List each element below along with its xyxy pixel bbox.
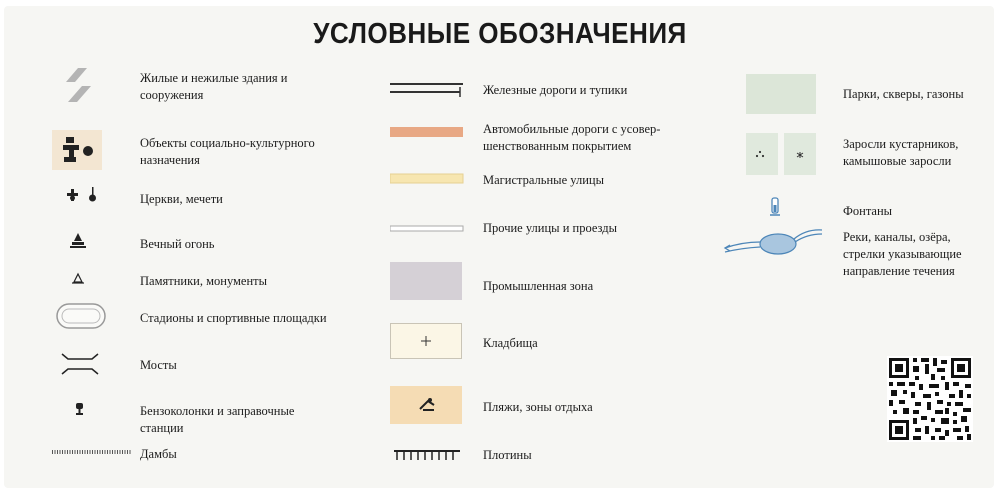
dam-icon bbox=[52, 446, 132, 458]
main-street-icon bbox=[390, 173, 464, 185]
qr-code-icon bbox=[887, 356, 973, 442]
monument-icon bbox=[71, 270, 85, 286]
cemetery-icon bbox=[390, 323, 462, 359]
legend-label-shrubs-reeds: Заросли кустарников, камышовые заросли bbox=[843, 137, 959, 168]
legend-label-cemeteries: Кладбища bbox=[483, 336, 538, 350]
church-mosque-icon bbox=[62, 184, 106, 208]
legend-label-monuments: Памятники, монументы bbox=[140, 274, 268, 288]
gas-station-icon bbox=[73, 399, 87, 417]
legend-label-rivers-lakes: Реки, каналы, озёра, стрелки указывающие направление течения bbox=[843, 230, 962, 278]
park-icon bbox=[746, 74, 816, 114]
bridge-icon bbox=[60, 350, 100, 378]
railway-icon bbox=[390, 80, 464, 98]
social-object-icon bbox=[52, 130, 102, 170]
legend-label-social-objects: Объекты социально-культурного назначения bbox=[140, 136, 315, 167]
weir-icon bbox=[394, 448, 460, 462]
legend-label-bridges: Мосты bbox=[140, 358, 177, 372]
legend-label-industrial-zone: Промышленная зона bbox=[483, 279, 594, 293]
legend-label-churches: Церкви, мечети bbox=[140, 192, 223, 206]
other-street-icon bbox=[390, 224, 464, 234]
building-icon bbox=[60, 64, 100, 106]
fountain-icon bbox=[768, 196, 782, 218]
legend-label-buildings: Жилые и нежилые здания и сооружения bbox=[140, 71, 288, 102]
legend-label-other-streets: Прочие улицы и проезды bbox=[483, 221, 618, 235]
legend-label-stadiums: Стадионы и спортивные площадки bbox=[140, 311, 327, 325]
legend-label-gas-stations: Бензоколонки и заправочные станции bbox=[140, 404, 295, 435]
legend-label-fountains: Фонтаны bbox=[843, 204, 893, 218]
legend-label-paved-roads: Автомобильные дороги с усовер-шенствованным покрытием bbox=[483, 122, 661, 153]
legend-title: УСЛОВНЫЕ ОБОЗНАЧЕНИЯ bbox=[313, 18, 687, 50]
stadium-icon bbox=[55, 302, 107, 330]
legend-label-beaches: Пляжи, зоны отдыха bbox=[483, 400, 593, 414]
legend-label-railways: Железные дороги и тупики bbox=[483, 83, 628, 97]
beach-icon bbox=[390, 386, 462, 424]
legend-label-main-streets: Магистральные улицы bbox=[483, 173, 604, 187]
legend-label-parks: Парки, скверы, газоны bbox=[843, 87, 964, 101]
legend-label-dams: Дамбы bbox=[140, 447, 177, 461]
legend-label-weirs: Плотины bbox=[483, 448, 532, 462]
paved-road-icon bbox=[390, 126, 464, 138]
industrial-zone-icon bbox=[390, 262, 462, 300]
legend-label-eternal-flame: Вечный огонь bbox=[140, 237, 215, 251]
eternal-flame-icon bbox=[68, 231, 88, 251]
shrub-reed-icon bbox=[746, 133, 816, 175]
river-lake-icon bbox=[722, 222, 830, 264]
